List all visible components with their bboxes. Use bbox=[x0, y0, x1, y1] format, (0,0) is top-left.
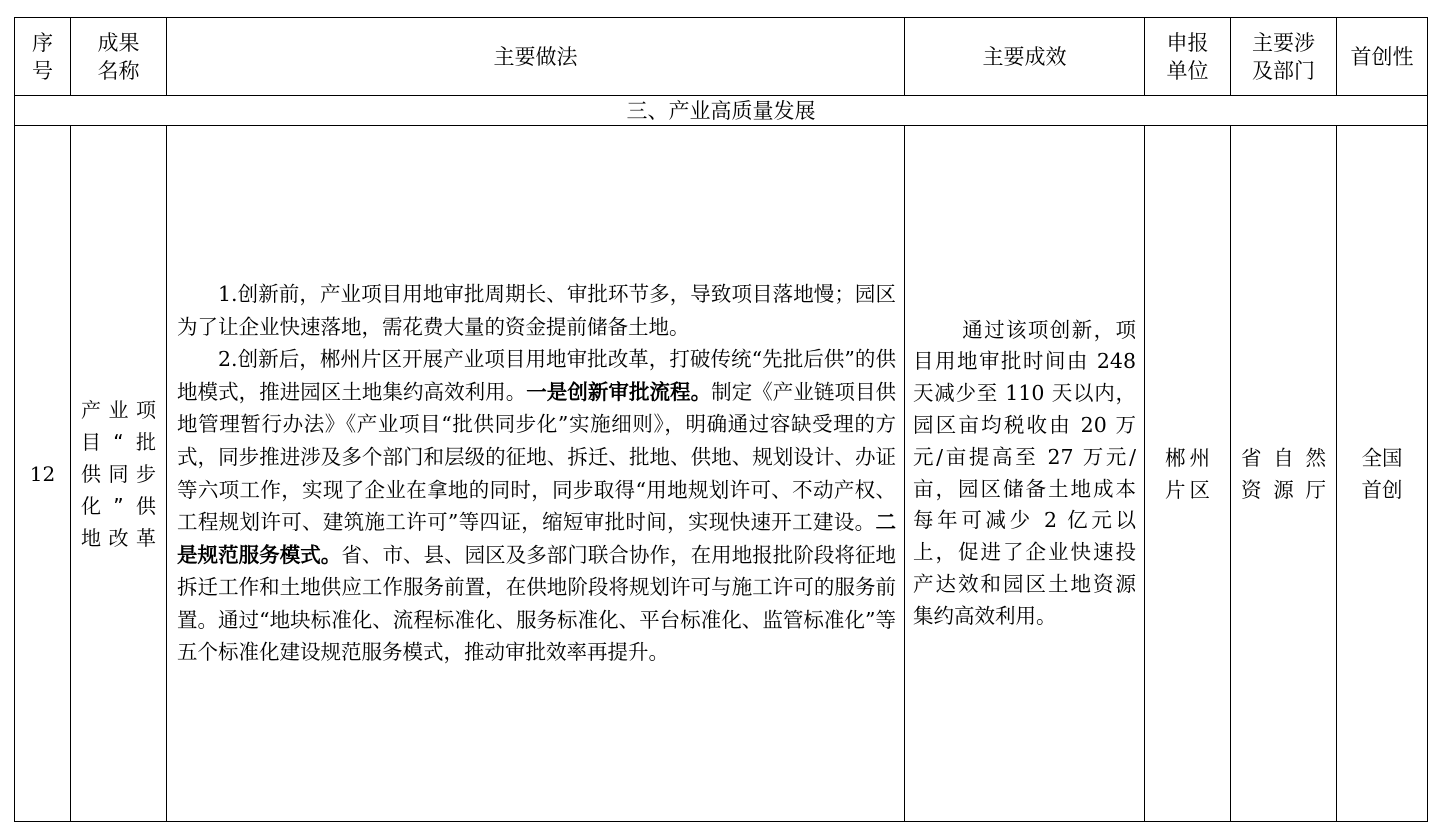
name-line: 供同步 bbox=[81, 461, 156, 486]
unit-line: 郴州 bbox=[1165, 445, 1210, 470]
name-line: 目“批 bbox=[81, 429, 156, 454]
table-row bbox=[15, 126, 1428, 822]
unit-line: 片区 bbox=[1165, 477, 1210, 502]
header-name-line: 成果 bbox=[97, 30, 140, 55]
method-text: 省、市、县、园区及多部门联合协作，在用地报批阶段将征地拆迁工作和土地供应工作服务前置，在供地阶段将规划许可与施工许可的服务前置。通过“地块标准化、流程标准化、服务标准化、平台标准化、监管标准化”等五个标准化建设规范服务模式，推动审批效率再提升。 bbox=[177, 542, 897, 665]
effect-text: 通过该项创新，项目用地审批时间由 248 天减少至 110 天以内，园区亩均税收由 20 万元/亩提高至 27 万元/亩，园区储备土地成本每年可减少 2 亿元以上，促进了企业快速投产达效和园区土地资源集约高效利用。 bbox=[913, 317, 1136, 628]
header-dept bbox=[1231, 18, 1337, 96]
cell-effect bbox=[905, 126, 1145, 822]
cell-dept bbox=[1231, 126, 1337, 822]
section-row bbox=[15, 96, 1428, 126]
dept-line: 省自然 bbox=[1241, 445, 1326, 470]
method-bold-heading: 一是创新审批流程。 bbox=[526, 379, 712, 404]
section-title: 三、产业高质量发展 bbox=[15, 96, 1428, 126]
method-paragraph-2 bbox=[177, 343, 896, 669]
header-unit-line: 申报 bbox=[1166, 30, 1209, 55]
cell-first bbox=[1337, 126, 1428, 822]
header-name-line: 名称 bbox=[97, 58, 140, 83]
header-row bbox=[15, 18, 1428, 96]
first-line: 全国 bbox=[1361, 445, 1403, 470]
header-effect: 主要成效 bbox=[905, 18, 1145, 96]
header-dept-line: 及部门 bbox=[1252, 58, 1315, 83]
header-seq bbox=[15, 18, 71, 96]
first-line: 首创 bbox=[1361, 477, 1403, 502]
header-dept-line: 主要涉 bbox=[1252, 30, 1315, 55]
cell-seq: 12 bbox=[15, 126, 71, 822]
header-unit bbox=[1145, 18, 1231, 96]
header-method: 主要做法 bbox=[167, 18, 905, 96]
header-unit-line: 单位 bbox=[1166, 58, 1209, 83]
method-paragraph-1: 1.创新前，产业项目用地审批周期长、审批环节多，导致项目落地慢；园区为了让企业快速落地，需花费大量的资金提前储备土地。 bbox=[177, 281, 896, 339]
header-name bbox=[71, 18, 167, 96]
cell-unit bbox=[1145, 126, 1231, 822]
method-bold-heading: 二是规范服务模式。 bbox=[177, 510, 896, 567]
achievement-table bbox=[14, 17, 1428, 822]
method-text: 制定《产业链项目供地管理暂行办法》《产业项目“批供同步化”实施细则》，明确通过容缺受理的方式，同步推进涉及多个部门和层级的征地、拆迁、批地、供地、规划设计、办证等六项工作，实现了企业在拿地的同时，同步取得“用地规划许可、不动产权、工程规划许可、建筑施工许可”等四证，缩短审批时间，实现快速开工建设。 bbox=[177, 379, 897, 535]
name-line: 化”供 bbox=[81, 493, 156, 518]
dept-line: 资源厅 bbox=[1241, 477, 1326, 502]
cell-name bbox=[71, 126, 167, 822]
header-first: 首创性 bbox=[1337, 18, 1428, 96]
method-text: 2.创新后，郴州片区开展产业项目用地审批改革，打破传统“先批后供”的供地模式，推进园区土地集约高效利用。 bbox=[177, 347, 896, 404]
header-seq-line: 序 bbox=[32, 30, 53, 55]
name-line: 产业项 bbox=[81, 397, 156, 422]
name-line: 地改革 bbox=[81, 525, 156, 550]
header-seq-line: 号 bbox=[32, 58, 53, 83]
cell-method bbox=[167, 126, 905, 822]
